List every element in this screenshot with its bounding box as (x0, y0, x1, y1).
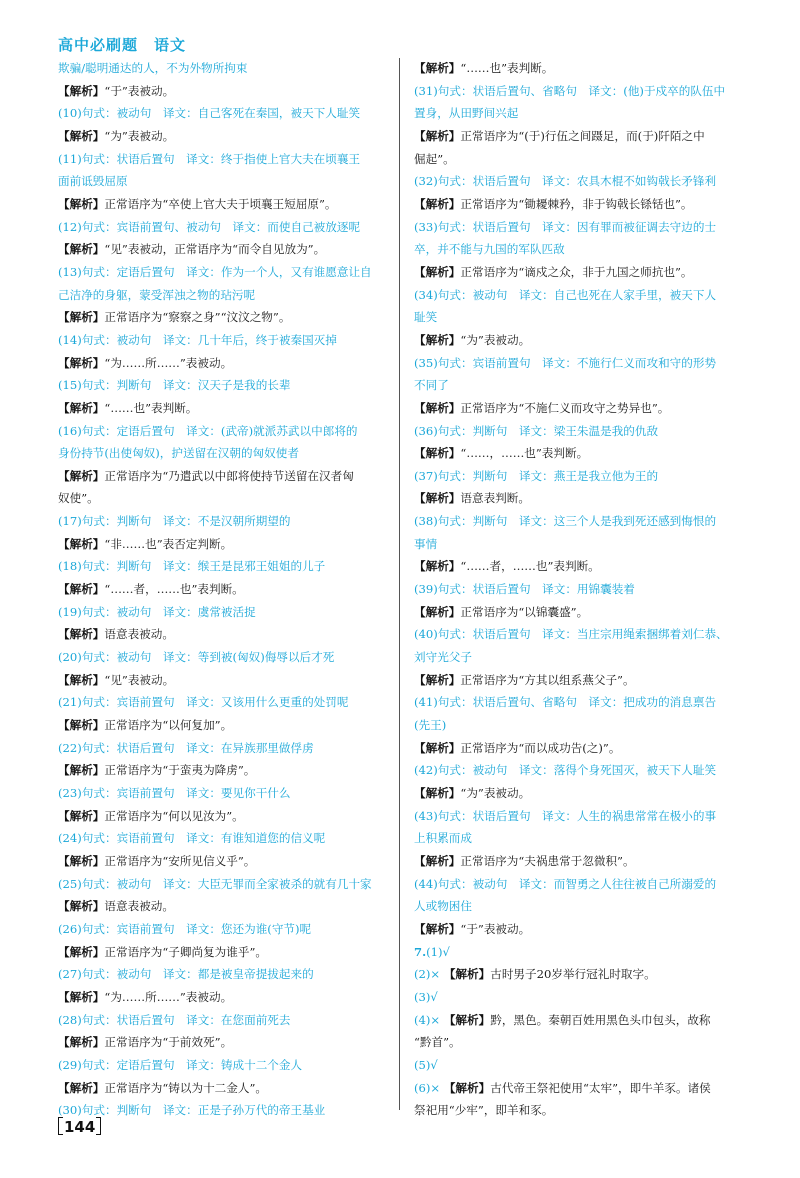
text-line (414, 510, 750, 533)
sentence-text: (15)句式：判断句 译文：汉天子是我的长辈 (58, 378, 291, 393)
sentence-text: (26)句式：宾语前置句 译文：您还为谁(守节)呢 (58, 921, 312, 936)
text-line (414, 216, 750, 239)
page-header-title: 高中必刷题 语文 (58, 36, 187, 54)
analysis-text: “于”表被动。 (104, 83, 175, 98)
analysis-tag: 【解析】 (414, 559, 461, 574)
analysis-text: 正常语序为“卒使上官大夫于顷襄王短屈原”。 (104, 196, 337, 211)
analysis-text: 正常语序为“铸以为十二金人”。 (104, 1080, 267, 1095)
text-line (414, 57, 750, 80)
text-line (414, 941, 750, 964)
text-line (414, 329, 750, 352)
analysis-text: 正常语序为“以锦囊盛”。 (460, 604, 589, 619)
sentence-text: (14)句式：被动句 译文：几十年后，终于被秦国灭掉 (58, 332, 337, 347)
text-line (58, 782, 390, 805)
sentence-text: 欺骗/聪明通达的人，不为外物所拘束 (58, 61, 248, 75)
analysis-text: “……者，……也”表判断。 (460, 559, 600, 574)
text-line (414, 578, 750, 601)
text-line (58, 102, 390, 125)
text-line (414, 148, 750, 171)
analysis-tag: 【解析】 (414, 786, 461, 800)
text-line (414, 261, 750, 284)
text-line (58, 601, 390, 624)
text-line (414, 1009, 750, 1032)
analysis-text: 古代帝王祭祀使用“太牢”，即牛羊豕。诸侯 (490, 1080, 711, 1095)
sentence-text: (44)句式：被动句 译文：而智勇之人往往被自己所溺爱的 (414, 876, 717, 891)
analysis-text: 正常语序为“锄耰棘矜，非于钩戟长铩铦也”。 (460, 196, 693, 211)
analysis-tag: 【解析】 (58, 310, 105, 325)
text-line (414, 1077, 750, 1100)
analysis-text: 正常语序为“察察之身”“汶汶之物”。 (104, 310, 291, 325)
sentence-text: (29)句式：定语后置句 译文：铸成十二个金人 (58, 1057, 303, 1072)
text-line (58, 805, 390, 828)
analysis-tag: 【解析】 (414, 332, 461, 347)
sentence-text: (34)句式：被动句 译文：自己也死在人家手里，被天下人 (414, 287, 717, 302)
text-line (58, 170, 390, 193)
text-line (414, 691, 750, 714)
text-line (414, 623, 750, 646)
text-line (58, 510, 390, 533)
sentence-text: (24)句式：宾语前置句 译文：有谁知道您的信义呢 (58, 831, 326, 846)
text-line (58, 623, 390, 646)
analysis-tag: 【解析】 (58, 627, 105, 642)
analysis-text: 正常语序为“而以成功告(之)”。 (460, 740, 621, 755)
analysis-tag: 【解析】 (58, 355, 105, 370)
text-line (58, 918, 390, 941)
analysis-tag: 【解析】 (58, 1035, 105, 1050)
text-line (58, 442, 390, 465)
sentence-text: (19)句式：被动句 译文：虞常被活捉 (58, 604, 256, 619)
analysis-text: 奴使”。 (58, 491, 99, 506)
text-line (58, 261, 390, 284)
text-line (414, 1099, 750, 1122)
text-line (414, 1031, 750, 1054)
text-line (58, 533, 390, 556)
analysis-tag: 【解析】 (414, 61, 461, 75)
sentence-text: 刘守光父子 (414, 650, 472, 665)
analysis-tag: 【解析】 (414, 672, 461, 687)
text-line (58, 555, 390, 578)
text-line (58, 487, 390, 510)
analysis-tag: 【解析】 (414, 196, 461, 211)
analysis-tag: 【解析】 (58, 582, 105, 597)
analysis-text: 古时男子20岁举行冠礼时取字。 (490, 967, 656, 982)
text-line (58, 1077, 390, 1100)
analysis-text: “为……所……”表被动。 (104, 355, 233, 370)
analysis-tag: 【解析】 (58, 83, 105, 98)
text-line (414, 601, 750, 624)
text-line (58, 420, 390, 443)
analysis-text: 正常语序为“安所见信义乎”。 (104, 853, 256, 868)
sentence-text: 耻笑 (414, 310, 438, 325)
text-line (414, 805, 750, 828)
analysis-text: 语意表被动。 (104, 627, 174, 642)
analysis-text: 正常语序为“不施仁义而攻守之势异也”。 (460, 400, 670, 415)
analysis-text: 正常语序为“(于)行伍之间蹑足，而(于)阡陌之中 (460, 128, 705, 143)
analysis-text: 正常语序为“何以见汝为”。 (104, 808, 244, 823)
sentence-text: 不同了 (414, 378, 449, 393)
text-line (414, 986, 750, 1009)
text-line (58, 941, 390, 964)
text-line (414, 238, 750, 261)
analysis-tag: 【解析】 (58, 1080, 105, 1095)
analysis-tag: 【解析】 (58, 808, 105, 823)
analysis-tag: 【解析】 (58, 128, 105, 143)
sentence-text: (23)句式：宾语前置句 译文：要见你干什么 (58, 786, 291, 800)
text-line (414, 80, 750, 103)
page-number-bracket-right (96, 1117, 101, 1135)
text-line (58, 352, 390, 375)
analysis-text: “……，……也”表判断。 (460, 446, 589, 461)
text-line (414, 759, 750, 782)
text-line (58, 669, 390, 692)
sentence-text: (42)句式：被动句 译文：落得个身死国灭，被天下人耻笑 (414, 763, 717, 778)
text-line (414, 306, 750, 329)
sentence-text: (18)句式：判断句 译文：缑王是昆邪王姐姐的儿子 (58, 559, 326, 574)
text-line (58, 963, 390, 986)
right-column (414, 57, 750, 1122)
sentence-text: (40)句式：状语后置句 译文：当庄宗用绳索捆绑着刘仁恭、 (414, 627, 728, 642)
sentence-text: 身份持节(出使匈奴)，护送留在汉朝的匈奴使者 (58, 446, 299, 461)
analysis-text: “见”表被动。 (104, 672, 175, 687)
sentence-text: (31)句式：状语后置句、省略句 译文：(他)于戍卒的队伍中 (414, 83, 726, 98)
text-line (58, 827, 390, 850)
analysis-tag: 【解析】 (414, 446, 461, 461)
text-line (58, 578, 390, 601)
sentence-text: (2)× (414, 967, 441, 982)
analysis-tag: 【解析】 (58, 899, 105, 914)
text-line (58, 80, 390, 103)
sentence-text: (20)句式：被动句 译文：等到被(匈奴)侮辱以后才死 (58, 650, 335, 665)
analysis-text: 正常语序为“以何复加”。 (104, 718, 233, 733)
analysis-text: 正常语序为“夫祸患常于忽微积”。 (460, 853, 635, 868)
text-line (414, 827, 750, 850)
analysis-text: “见”表被动，正常语序为“而令自见放为”。 (104, 242, 326, 257)
text-line (58, 1099, 390, 1122)
sentence-text: (10)句式：被动句 译文：自己客死在秦国，被天下人耻笑 (58, 106, 361, 121)
text-line (414, 487, 750, 510)
analysis-tag: 【解析】 (58, 944, 105, 959)
analysis-tag: 【解析】 (414, 491, 461, 506)
text-line (414, 352, 750, 375)
page-number-value: 144 (64, 1118, 96, 1136)
analysis-tag: 【解析】 (414, 740, 461, 755)
analysis-text: 正常语序为“于前效死”。 (104, 1035, 233, 1050)
sentence-text: (25)句式：被动句 译文：大臣无罪而全家被杀的就有几十家 (58, 876, 372, 891)
sentence-text: (17)句式：判断句 译文：不是汉朝所期望的 (58, 514, 291, 529)
analysis-tag: 【解析】 (414, 604, 461, 619)
text-line (414, 374, 750, 397)
analysis-text: “……者，……也”表判断。 (104, 582, 244, 597)
text-line (58, 895, 390, 918)
analysis-tag: 【解析】 (58, 672, 105, 687)
analysis-text: 语意表被动。 (104, 899, 174, 914)
sentence-text: (28)句式：状语后置句 译文：在您面前死去 (58, 1012, 291, 1027)
text-line (414, 895, 750, 918)
text-line (414, 714, 750, 737)
sentence-text: (12)句式：宾语前置句、被动句 译文：而使自己被放逐呢 (58, 219, 361, 234)
analysis-tag: 【解析】 (414, 264, 461, 279)
text-line (414, 170, 750, 193)
sentence-text: (36)句式：判断句 译文：梁王朱温是我的仇敌 (414, 423, 659, 438)
sentence-text: (11)句式：状语后置句 译文：终于指使上官大夫在顷襄王 (58, 151, 361, 166)
sentence-text: (先王) (414, 718, 447, 733)
analysis-tag: 【解析】 (58, 400, 105, 415)
sentence-text: 卒，并不能与九国的军队匹敌 (414, 242, 565, 257)
analysis-tag: 【解析】 (58, 196, 105, 211)
sentence-text: 己洁净的身躯，蒙受浑浊之物的玷污呢 (58, 287, 256, 302)
text-line (58, 691, 390, 714)
analysis-tag: 【解析】 (58, 468, 105, 483)
text-line (414, 284, 750, 307)
analysis-text: 正常语序为“方其以组系燕父子”。 (460, 672, 635, 687)
text-line (414, 125, 750, 148)
text-line (58, 374, 390, 397)
sentence-text: (1)√ (426, 944, 450, 959)
text-line (414, 442, 750, 465)
text-line (58, 850, 390, 873)
analysis-text: 倔起”。 (414, 151, 455, 166)
sentence-text: (38)句式：判断句 译文：这三个人是我到死还感到悔恨的 (414, 514, 717, 529)
text-line (414, 102, 750, 125)
text-line (58, 646, 390, 669)
analysis-text: “为”表被动。 (460, 332, 531, 347)
analysis-text: “……也”表判断。 (104, 400, 198, 415)
sentence-text: (35)句式：宾语前置句 译文：不施行仁义而攻和守的形势 (414, 355, 717, 370)
text-line (58, 397, 390, 420)
text-line (58, 1054, 390, 1077)
text-line (414, 193, 750, 216)
sentence-text: (5)√ (414, 1057, 438, 1072)
text-line (58, 737, 390, 760)
analysis-tag: 【解析】 (414, 853, 461, 868)
analysis-text: “为”表被动。 (460, 786, 531, 800)
text-line (414, 737, 750, 760)
sentence-text: 人或物困住 (414, 899, 472, 914)
sentence-text: (22)句式：状语后置句 译文：在异族那里做俘虏 (58, 740, 314, 755)
text-line (414, 669, 750, 692)
analysis-tag: 【解析】 (443, 1080, 491, 1095)
text-line (414, 850, 750, 873)
question-number: 7. (414, 944, 427, 959)
sentence-text: (21)句式：宾语前置句 译文：又该用什么更重的处罚呢 (58, 695, 349, 710)
text-line (58, 329, 390, 352)
analysis-text: 祭祀用“少牢”，即羊和豕。 (414, 1103, 554, 1118)
column-divider (399, 58, 400, 1110)
analysis-text: “非……也”表否定判断。 (104, 536, 233, 551)
sentence-text: 置身，从田野间兴起 (414, 106, 519, 121)
analysis-tag: 【解析】 (58, 718, 105, 733)
sentence-text: (3)√ (414, 989, 438, 1004)
analysis-text: 正常语序为“子卿尚复为谁乎”。 (104, 944, 267, 959)
text-line (58, 986, 390, 1009)
analysis-tag: 【解析】 (443, 967, 491, 982)
text-line (414, 1054, 750, 1077)
text-line (58, 714, 390, 737)
sentence-text: 事情 (414, 536, 438, 551)
text-line (58, 284, 390, 307)
sentence-text: (30)句式：判断句 译文：正是子孙万代的帝王基业 (58, 1103, 326, 1118)
text-line (58, 873, 390, 896)
analysis-text: 正常语序为“乃遣武以中郎将使持节送留在汉者匈 (104, 468, 354, 483)
sentence-text: (39)句式：状语后置句 译文：用锦囊装着 (414, 582, 635, 597)
text-line (414, 420, 750, 443)
analysis-tag: 【解析】 (58, 536, 105, 551)
text-line (414, 646, 750, 669)
text-line (414, 782, 750, 805)
text-line (58, 1009, 390, 1032)
text-line (414, 918, 750, 941)
left-column (58, 57, 390, 1122)
analysis-text: “为”表被动。 (104, 128, 175, 143)
analysis-tag: 【解析】 (58, 242, 105, 257)
sentence-text: (13)句式：定语后置句 译文：作为一个人，又有谁愿意让自 (58, 264, 372, 279)
text-line (58, 125, 390, 148)
sentence-text: (41)句式：状语后置句、省略句 译文：把成功的消息禀告 (414, 695, 717, 710)
text-line (58, 1031, 390, 1054)
analysis-text: 语意表判断。 (460, 491, 530, 506)
analysis-text: “……也”表判断。 (460, 61, 554, 75)
text-line (414, 555, 750, 578)
analysis-text: “为……所……”表被动。 (104, 989, 233, 1004)
analysis-tag: 【解析】 (58, 853, 105, 868)
analysis-tag: 【解析】 (58, 989, 105, 1004)
text-line (414, 963, 750, 986)
analysis-text: 正常语序为“谪戍之众，非于九国之师抗也”。 (460, 264, 693, 279)
analysis-text: 黔，黑色。秦朝百姓用黑色头巾包头，故称 (490, 1012, 711, 1027)
text-line (414, 873, 750, 896)
sentence-text: (32)句式：状语后置句 译文：农具木棍不如钩戟长矛锋利 (414, 174, 717, 189)
analysis-text: “于”表被动。 (460, 921, 531, 936)
text-line (58, 306, 390, 329)
sentence-text: (37)句式：判断句 译文：燕王是我立他为王的 (414, 468, 659, 483)
analysis-text: 正常语序为“于蛮夷为降虏”。 (104, 763, 256, 778)
text-line (414, 397, 750, 420)
sentence-text: (6)× (414, 1080, 441, 1095)
text-line (58, 148, 390, 171)
sentence-text: (43)句式：状语后置句 译文：人生的祸患常常在极小的事 (414, 808, 717, 823)
text-line (58, 216, 390, 239)
page-number (58, 1117, 101, 1136)
text-line (58, 238, 390, 261)
sentence-text: (33)句式：状语后置句 译文：因有罪而被征调去守边的士 (414, 219, 717, 234)
text-line (58, 193, 390, 216)
analysis-tag: 【解析】 (443, 1012, 491, 1027)
sentence-text: (4)× (414, 1012, 441, 1027)
text-line (58, 465, 390, 488)
analysis-tag: 【解析】 (414, 921, 461, 936)
sentence-text: (16)句式：定语后置句 译文：(武帝)就派苏武以中郎将的 (58, 423, 358, 438)
analysis-text: “黔首”。 (414, 1035, 461, 1050)
text-line (414, 533, 750, 556)
text-line (58, 57, 390, 80)
sentence-text: 面前诋毁屈原 (58, 174, 128, 189)
analysis-tag: 【解析】 (58, 763, 105, 778)
analysis-tag: 【解析】 (414, 400, 461, 415)
page-number-bracket-left (58, 1117, 63, 1135)
text-line (414, 465, 750, 488)
text-line (58, 759, 390, 782)
sentence-text: (27)句式：被动句 译文：都是被皇帝提拔起来的 (58, 967, 314, 982)
analysis-tag: 【解析】 (414, 128, 461, 143)
sentence-text: 上积累而成 (414, 831, 472, 846)
